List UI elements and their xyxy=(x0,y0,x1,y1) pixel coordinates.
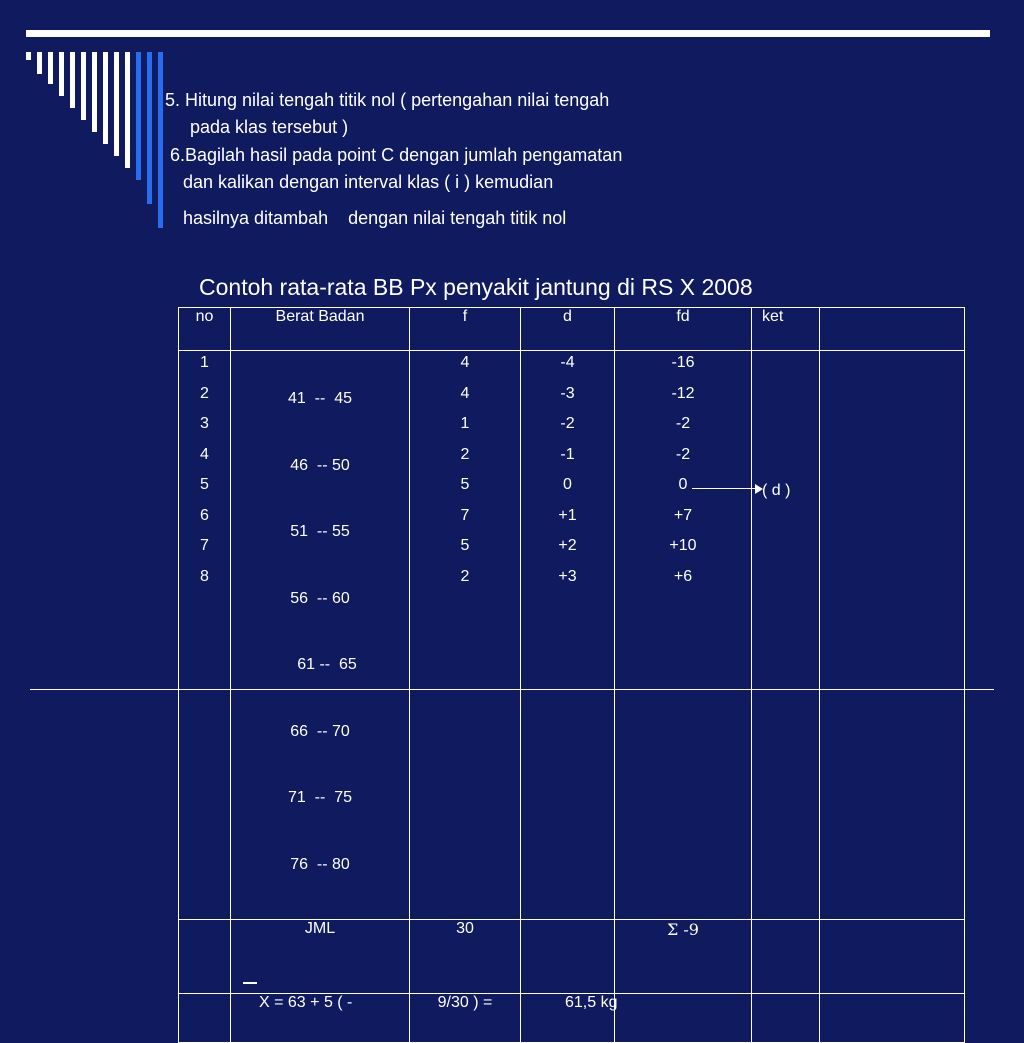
cell-berat-badan: 56 -- 60 xyxy=(290,589,350,607)
cell-d: +1 xyxy=(558,506,577,524)
top-rule xyxy=(26,30,990,37)
cell-no: 6 xyxy=(200,506,209,524)
cell-fd: -2 xyxy=(675,445,691,463)
cell-fd: -16 xyxy=(671,354,695,371)
data-table xyxy=(178,307,965,1043)
deco-bar xyxy=(59,52,64,96)
col-d xyxy=(521,351,615,920)
deco-bar xyxy=(92,52,97,132)
arrow-line xyxy=(692,488,758,489)
cell-d: -3 xyxy=(560,384,575,402)
table-header-row xyxy=(179,308,965,351)
header-f: f xyxy=(410,308,521,351)
result-expression-1: X = 63 + 5 ( - xyxy=(259,994,353,1011)
sum-row xyxy=(179,920,965,994)
cell-f: 1 xyxy=(460,415,470,432)
instruction-line: 6.Bagilah hasil pada point C dengan jumlah pengamatan xyxy=(170,145,623,165)
deco-bar xyxy=(26,52,31,60)
cell-berat-badan: 66 -- 70 xyxy=(290,722,350,740)
cell-berat-badan: 51 -- 55 xyxy=(290,523,350,540)
deco-bar xyxy=(48,52,53,84)
result-expression-2: 9/30 ) = xyxy=(410,994,521,1043)
cell-fd: +7 xyxy=(673,506,693,524)
cell-f: 5 xyxy=(460,537,470,554)
sum-empty-ket xyxy=(752,920,820,994)
cell-f: 4 xyxy=(460,354,470,371)
ket-d-label: ( d ) xyxy=(762,482,791,499)
col-no xyxy=(179,351,231,920)
cell-f: 4 xyxy=(460,384,470,402)
deco-bar xyxy=(136,52,141,180)
col-berat-badan xyxy=(231,351,410,920)
cell-fd: +6 xyxy=(673,567,693,585)
cell-d: +3 xyxy=(558,567,577,585)
deco-bar xyxy=(70,52,75,108)
result-value: 61,5 kg xyxy=(521,994,615,1043)
col-empty xyxy=(820,351,965,920)
header-ket: ket xyxy=(752,308,820,351)
header-no: no xyxy=(179,308,231,351)
result-empty-last xyxy=(820,994,965,1043)
deco-bar xyxy=(81,52,86,120)
deco-bar xyxy=(37,52,42,74)
cell-berat-badan: 61 -- 65 xyxy=(297,656,357,673)
cell-no: 1 xyxy=(200,354,209,371)
horizontal-rule xyxy=(30,689,994,690)
col-f xyxy=(410,351,521,920)
cell-d: +2 xyxy=(558,537,577,554)
cell-no: 2 xyxy=(200,384,209,402)
cell-no: 5 xyxy=(200,476,209,493)
cell-fd: +10 xyxy=(669,537,697,554)
cell-berat-badan: 76 -- 80 xyxy=(290,855,350,873)
cell-berat-badan: 41 -- 45 xyxy=(287,390,353,407)
header-empty xyxy=(820,308,965,351)
cell-no: 4 xyxy=(200,445,209,463)
cell-f: 7 xyxy=(460,506,470,524)
header-d: d xyxy=(521,308,615,351)
table-row xyxy=(179,351,965,920)
cell-no: 7 xyxy=(200,537,209,554)
instruction-line: dan kalikan dengan interval klas ( i ) kemudian xyxy=(183,172,554,192)
header-berat-badan: Berat Badan xyxy=(231,308,410,351)
instruction-line: hasilnya ditambah dengan nilai tengah titik nol xyxy=(183,208,567,228)
cell-f: 5 xyxy=(460,476,470,493)
col-fd xyxy=(615,351,752,920)
cell-d: -2 xyxy=(560,415,575,432)
result-row xyxy=(179,994,965,1043)
sum-f: 30 xyxy=(410,920,521,994)
deco-bar xyxy=(103,52,108,144)
cell-f: 2 xyxy=(460,445,470,463)
result-empty-ket xyxy=(752,994,820,1043)
cell-f: 2 xyxy=(460,567,470,585)
decorative-bars xyxy=(0,0,170,240)
cell-fd: -2 xyxy=(675,415,691,432)
deco-bar xyxy=(158,52,163,228)
instruction-line: pada klas tersebut ) xyxy=(190,117,349,137)
col-ket xyxy=(752,351,820,920)
cell-berat-badan: 46 -- 50 xyxy=(290,456,350,474)
header-fd: fd xyxy=(615,308,752,351)
cell-no: 8 xyxy=(200,567,209,585)
table-title: Contoh rata-rata BB Px penyakit jantung di RS X 2008 xyxy=(199,274,753,300)
cell-fd: -12 xyxy=(671,384,695,402)
deco-bar xyxy=(147,52,152,204)
cell-berat-badan: 71 -- 75 xyxy=(287,789,353,806)
cell-no: 3 xyxy=(200,415,209,432)
result-empty-fd xyxy=(615,994,752,1043)
cell-d: 0 xyxy=(563,476,572,493)
deco-bar xyxy=(114,52,119,156)
sum-empty-no xyxy=(179,920,231,994)
sum-fd: Σ -9 xyxy=(615,920,752,994)
sum-label: JML xyxy=(231,920,410,994)
instruction-line: 5. Hitung nilai tengah titik nol ( pertengahan nilai tengah xyxy=(165,90,610,110)
sum-empty-last xyxy=(820,920,965,994)
result-expr-cell xyxy=(231,994,410,1043)
result-empty-no xyxy=(179,994,231,1043)
cell-fd: 0 xyxy=(678,476,688,493)
cell-d: -4 xyxy=(560,354,575,371)
sum-empty-d xyxy=(521,920,615,994)
deco-bar xyxy=(125,52,130,168)
cell-d: -1 xyxy=(560,445,575,463)
